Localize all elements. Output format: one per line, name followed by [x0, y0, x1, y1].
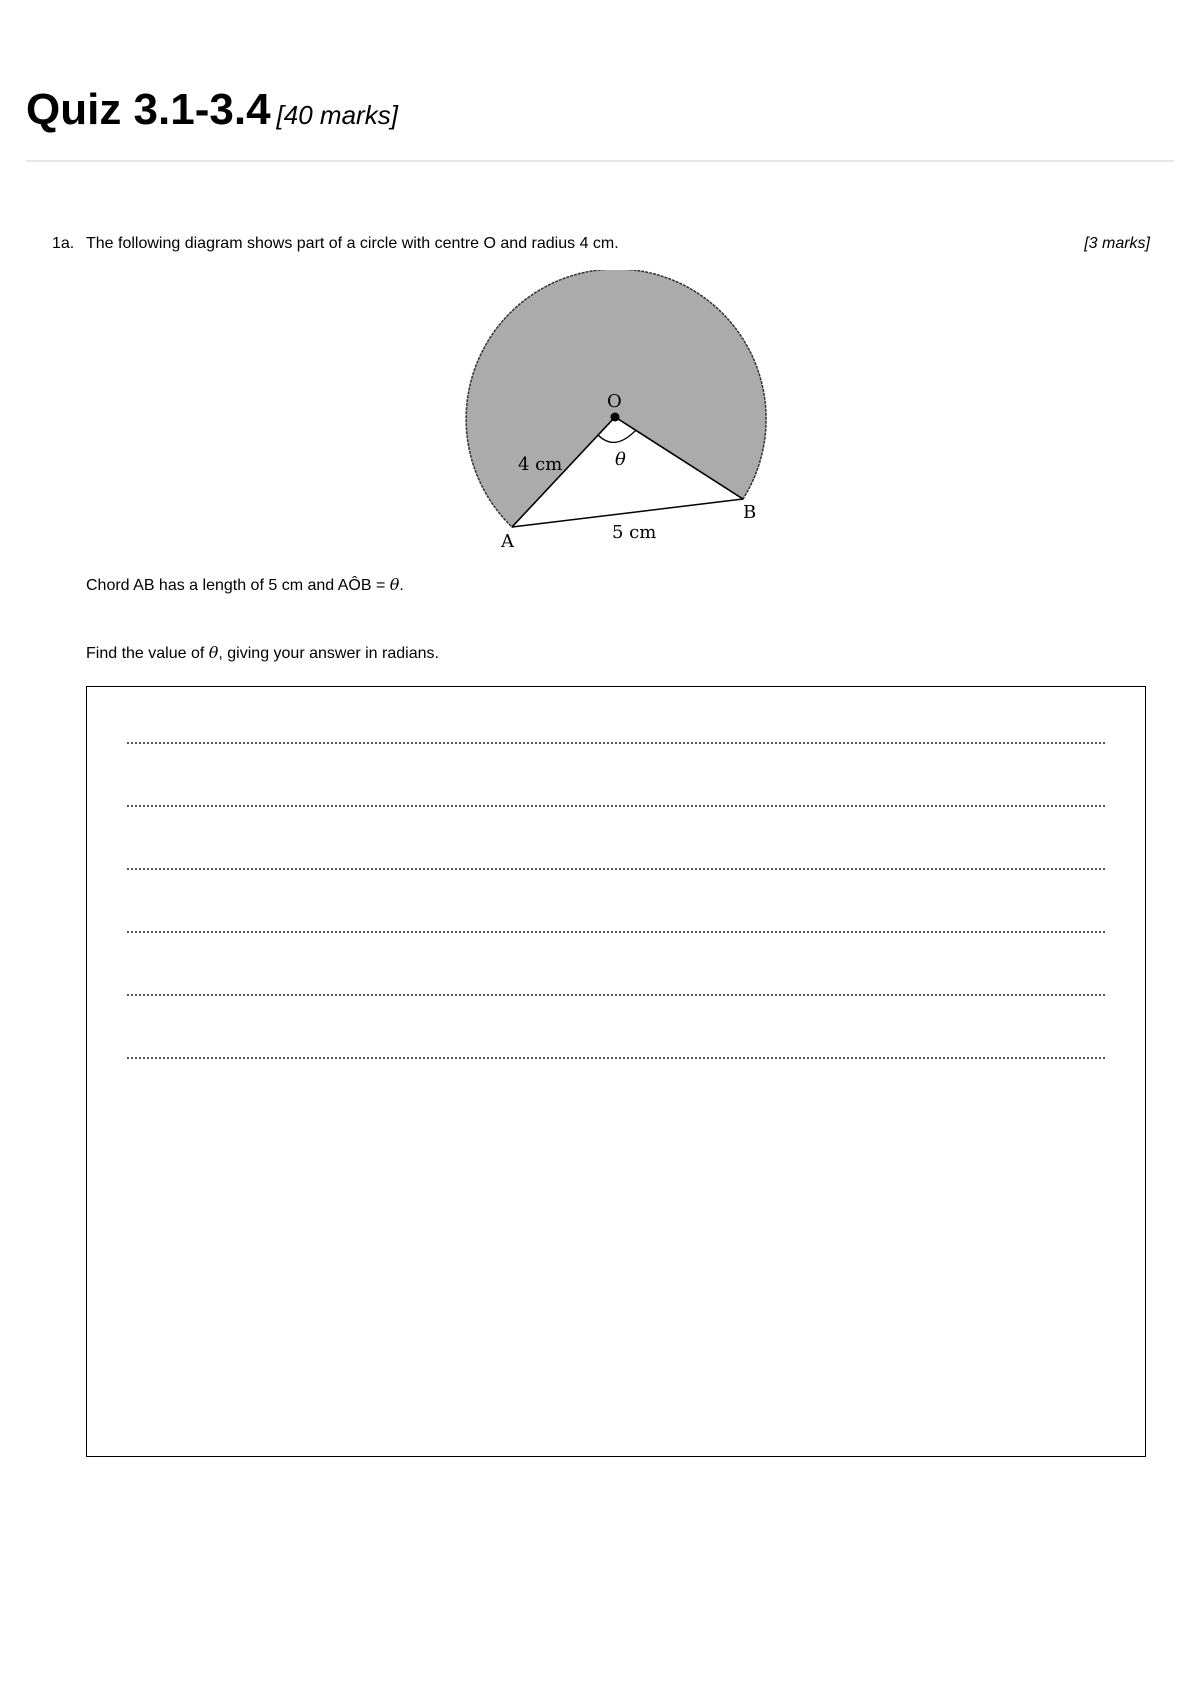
- answer-line[interactable]: [127, 805, 1105, 807]
- centre-point: [611, 413, 620, 422]
- label-a: A: [501, 531, 514, 552]
- angle-theta-arc: [598, 430, 636, 442]
- answer-line[interactable]: [127, 742, 1105, 744]
- question-number: 1a.: [52, 235, 75, 252]
- quiz-title: Quiz 3.1-3.4: [26, 85, 271, 134]
- question-marks: [3 marks]: [1084, 235, 1150, 252]
- label-b: B: [743, 502, 757, 523]
- question-text: The following diagram shows part of a circle with centre O and radius 4 cm.: [86, 235, 619, 252]
- circle-sector-diagram: [460, 270, 780, 555]
- label-radius: 4 cm: [518, 454, 563, 475]
- title-divider: [26, 160, 1174, 162]
- page-title: [26, 86, 398, 134]
- label-chord: 5 cm: [612, 522, 657, 543]
- label-theta: θ: [615, 449, 626, 470]
- label-o: O: [607, 391, 622, 412]
- find-instruction-text: Find the value of θ, giving your answer in radians.: [86, 643, 439, 662]
- total-marks: [40 marks]: [276, 100, 398, 130]
- answer-line[interactable]: [127, 868, 1105, 870]
- answer-line[interactable]: [127, 994, 1105, 996]
- answer-line[interactable]: [127, 1057, 1105, 1059]
- chord-info-text: Chord AB has a length of 5 cm and AÔB = θ.: [86, 575, 404, 594]
- answer-line[interactable]: [127, 931, 1105, 933]
- answer-box[interactable]: [86, 686, 1146, 1457]
